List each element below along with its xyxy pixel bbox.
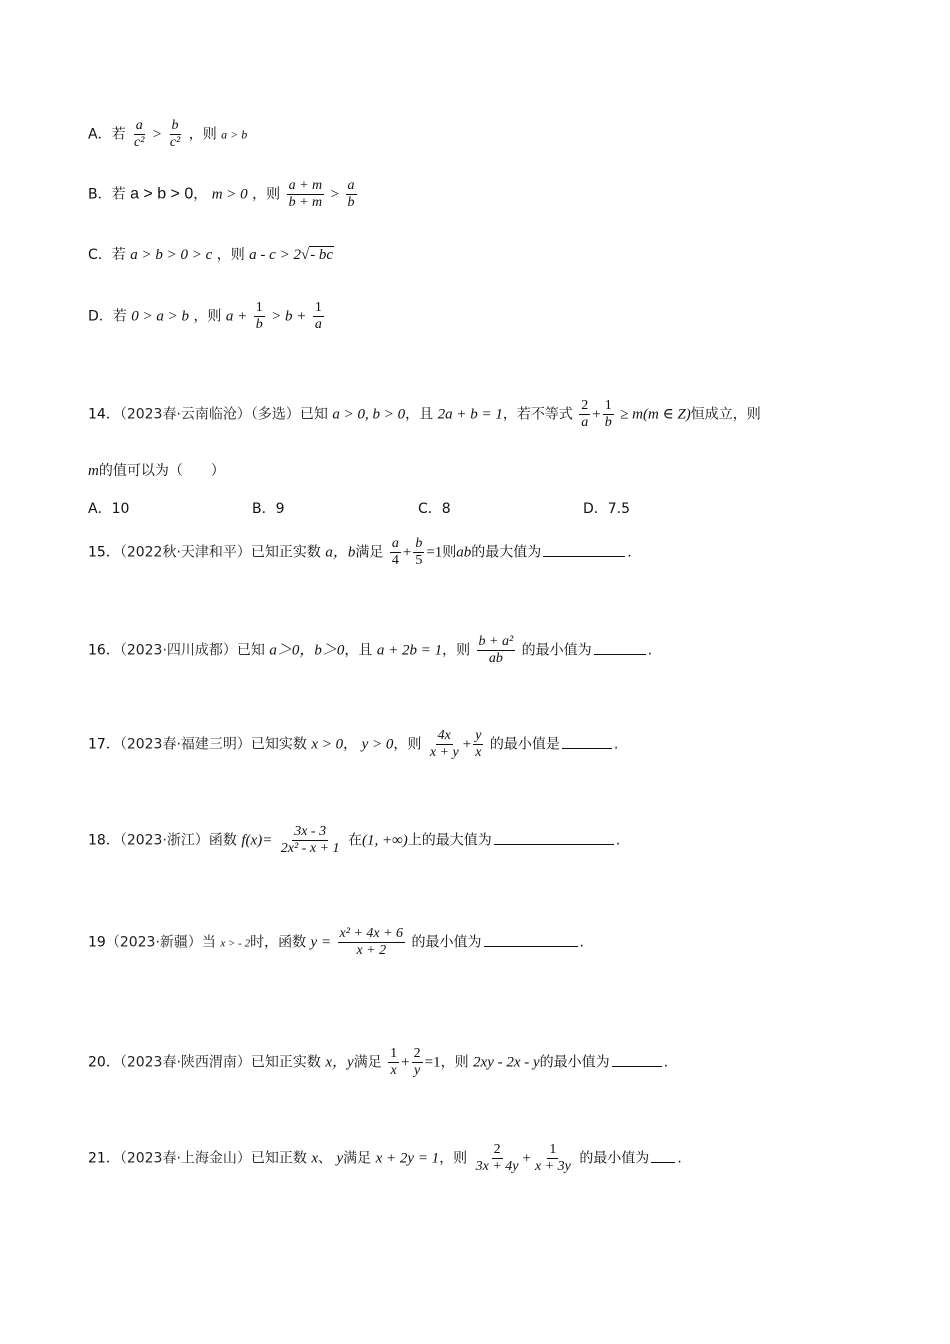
choice-b: B．9: [252, 501, 285, 517]
text-span: a > b > 0 > c: [130, 247, 213, 263]
answer-blank[interactable]: [594, 642, 646, 655]
question-18: [88, 824, 620, 857]
text-span: a，b: [325, 544, 356, 561]
text-span: x² + 4x + 6: [338, 926, 406, 943]
text-span: x > - 2: [220, 937, 251, 950]
text-span: 在: [347, 832, 362, 849]
fraction: [287, 178, 325, 211]
answer-blank[interactable]: [612, 1054, 662, 1067]
text-span: A．若: [88, 126, 126, 143]
text-span: 2x² - x + 1: [280, 841, 340, 857]
text-span: ，则: [393, 736, 422, 753]
fraction: [132, 118, 146, 151]
fraction: [428, 728, 461, 761]
text-span: c²: [169, 135, 181, 151]
fraction: [313, 300, 324, 333]
question-19: [88, 926, 584, 959]
text-span: b: [255, 317, 263, 333]
text-span: ，则: [252, 186, 281, 203]
text-span: （2023·四川成都）: [119, 642, 237, 659]
text-span: ，则: [440, 1054, 469, 1071]
text-span: x + y: [429, 745, 459, 761]
text-span: a＞0，b＞0: [269, 642, 345, 659]
text-span: a: [346, 178, 357, 195]
text-span: （2022秋·天津和平）: [119, 544, 251, 561]
text-span: 4: [391, 553, 399, 569]
fraction: [413, 536, 424, 569]
text-span: >: [330, 186, 340, 203]
text-span: 已知正数: [250, 1150, 307, 1167]
text-span: b: [170, 118, 181, 135]
text-span: （2023春·陕西渭南）: [119, 1054, 251, 1071]
fraction: [533, 1142, 573, 1175]
text-span: x，y: [325, 1054, 354, 1071]
fraction: [168, 118, 182, 151]
text-span: 1: [388, 1046, 399, 1063]
text-span: 函数: [208, 832, 237, 849]
text-span: x + 2y = 1: [375, 1150, 440, 1167]
text-span: 的最大值为: [471, 544, 542, 561]
text-span: （2023·新疆）: [105, 934, 202, 951]
text-span: x + 2: [356, 943, 387, 959]
text-span: 的最小值为: [579, 1150, 650, 1167]
text-span: ≥ m(m ∈ Z): [620, 406, 691, 423]
text-span: +: [401, 1054, 410, 1071]
text-span: a + 2b = 1: [376, 642, 443, 659]
text-span: 18．: [88, 832, 120, 849]
text-span: ，则: [442, 642, 471, 659]
text-span: 已知正实数: [250, 1054, 321, 1071]
text-span: a: [134, 118, 145, 135]
text-span: 满足: [343, 1150, 372, 1167]
question-15: [88, 536, 632, 569]
fraction: [579, 398, 590, 431]
option-d: [88, 300, 326, 333]
text-span: a > b > 0: [130, 185, 194, 203]
text-span: 已知: [299, 406, 328, 423]
text-span: +: [522, 1150, 531, 1167]
text-span: >: [152, 126, 162, 143]
text-span: y =: [310, 934, 332, 951]
choice-c: C．8: [418, 501, 451, 517]
answer-blank[interactable]: [543, 544, 625, 557]
answer-blank[interactable]: [651, 1150, 675, 1163]
text-span: x: [390, 1063, 397, 1079]
text-span: =1: [424, 1054, 441, 1071]
text-span: a + m: [287, 178, 325, 195]
text-span: y > 0: [361, 736, 394, 753]
text-span: B．若: [88, 186, 126, 203]
text-span: 3x + 4y: [475, 1159, 519, 1175]
text-span: .: [663, 1054, 669, 1071]
fraction: [388, 1046, 399, 1079]
text-span: 1: [603, 398, 614, 415]
text-span: 20．: [88, 1054, 120, 1071]
text-span: a: [314, 317, 322, 333]
text-span: 14．: [88, 406, 120, 423]
text-span: 2a + b = 1: [437, 406, 503, 423]
question-21: [88, 1142, 682, 1175]
text-span: m: [88, 463, 99, 479]
text-span: c²: [134, 135, 145, 151]
text-span: +: [592, 406, 601, 423]
text-span: +: [402, 544, 412, 561]
text-span: ab: [488, 651, 503, 667]
text-span: ，: [343, 736, 358, 753]
text-span: ab: [456, 544, 472, 561]
text-span: f(x)=: [241, 832, 273, 849]
text-span: .: [613, 736, 619, 753]
text-span: 已知实数: [250, 736, 307, 753]
choice-d: D．7.5: [583, 501, 631, 517]
text-span: .: [647, 642, 653, 659]
option-a: [88, 118, 247, 151]
text-span: 、: [318, 1150, 333, 1167]
text-span: a > b: [221, 127, 248, 142]
text-span: 的最小值为: [539, 1054, 610, 1071]
text-span: ，则: [193, 308, 222, 325]
fraction: [338, 926, 406, 959]
text-span: (1, +∞): [361, 832, 408, 849]
text-span: 2: [492, 1142, 503, 1159]
text-span: ，则: [439, 1150, 468, 1167]
text-span: D．若: [88, 308, 127, 325]
text-span: 2: [579, 398, 590, 415]
text-span: 5: [415, 553, 423, 569]
question-14: [88, 398, 761, 431]
text-span: （2023春·云南临沧）（多选）: [119, 406, 300, 423]
text-span: > b +: [271, 308, 307, 325]
text-span: ，则: [188, 126, 217, 143]
text-span: 的最小值为: [411, 934, 482, 951]
text-span: 21．: [88, 1150, 120, 1167]
text-span: 则: [442, 544, 457, 561]
text-span: .: [615, 832, 621, 849]
question-20: [88, 1046, 668, 1079]
text-span: 当: [201, 934, 216, 951]
text-span: +: [462, 736, 472, 753]
text-span: 上的最大值为: [407, 832, 492, 849]
answer-blank[interactable]: [484, 934, 578, 947]
text-span: 2: [412, 1046, 423, 1063]
fraction: [477, 634, 516, 667]
text-span: 1: [547, 1142, 558, 1159]
option-b: [88, 178, 359, 211]
text-span: m > 0: [211, 186, 248, 203]
text-span: ，: [193, 186, 208, 203]
text-span: （2023春·福建三明）: [119, 736, 251, 753]
sqrt-sign: √: [300, 247, 310, 263]
text-span: =1: [426, 544, 443, 561]
text-span: a > 0, b > 0: [332, 406, 406, 423]
fraction: [603, 398, 614, 431]
text-span: .: [627, 544, 632, 561]
text-span: （2023·浙江）: [119, 832, 209, 849]
text-span: 2xy - 2x - y: [473, 1054, 540, 1071]
text-span: 0 > a > b: [131, 308, 189, 325]
text-span: 满足: [353, 1054, 382, 1071]
text-span: 1: [313, 300, 324, 317]
text-span: 1: [254, 300, 265, 317]
text-span: ，且: [344, 642, 373, 659]
question-14-line2: [88, 460, 225, 480]
text-span: a - c > 2: [249, 247, 301, 263]
text-span: a +: [225, 308, 248, 325]
text-span: ，且: [405, 406, 434, 423]
answer-blank[interactable]: [494, 832, 614, 845]
question-16: [88, 634, 652, 667]
text-span: x > 0: [311, 736, 344, 753]
text-span: C．若: [88, 247, 126, 263]
text-span: 满足: [355, 544, 384, 561]
text-span: x + 3y: [534, 1159, 571, 1175]
option-c: [88, 244, 334, 264]
text-span: b: [413, 536, 424, 553]
text-span: 15．: [88, 544, 120, 561]
text-span: a: [390, 536, 401, 553]
fraction: [473, 728, 483, 761]
text-span: y: [336, 1150, 344, 1167]
text-span: .: [579, 934, 584, 951]
fraction: [254, 300, 265, 333]
text-span: y: [473, 728, 483, 745]
text-span: 的值可以为（ ）: [98, 463, 225, 479]
text-span: 恒成立，则: [690, 406, 761, 423]
text-span: - bc: [310, 247, 334, 263]
fraction: [412, 1046, 423, 1079]
text-span: 16．: [88, 642, 120, 659]
text-span: b + a²: [477, 634, 516, 651]
fraction: [279, 824, 342, 857]
text-span: b: [604, 415, 612, 431]
text-span: 已知正实数: [250, 544, 321, 561]
fraction: [390, 536, 401, 569]
fraction: [474, 1142, 521, 1175]
text-span: ，若不等式: [502, 406, 573, 423]
question-17: [88, 728, 618, 761]
text-span: .: [677, 1150, 682, 1167]
text-span: a: [581, 415, 589, 431]
text-span: b: [347, 195, 355, 211]
text-span: x: [311, 1150, 319, 1167]
text-span: 的最小值是: [489, 736, 560, 753]
fraction: [346, 178, 357, 211]
text-span: 已知: [236, 642, 265, 659]
answer-blank[interactable]: [562, 736, 612, 749]
choice-a: A．10: [88, 501, 130, 517]
text-span: 的最小值为: [521, 642, 592, 659]
text-span: 19: [88, 934, 106, 951]
text-span: x: [475, 745, 482, 761]
text-span: 4x: [436, 728, 453, 745]
text-span: y: [414, 1063, 421, 1079]
text-span: （2023春·上海金山）: [119, 1150, 251, 1167]
text-span: 3x - 3: [292, 824, 328, 841]
text-span: 时，函数: [250, 934, 307, 951]
text-span: ，则: [216, 247, 245, 263]
text-span: 17．: [88, 736, 120, 753]
text-span: b + m: [288, 195, 323, 211]
